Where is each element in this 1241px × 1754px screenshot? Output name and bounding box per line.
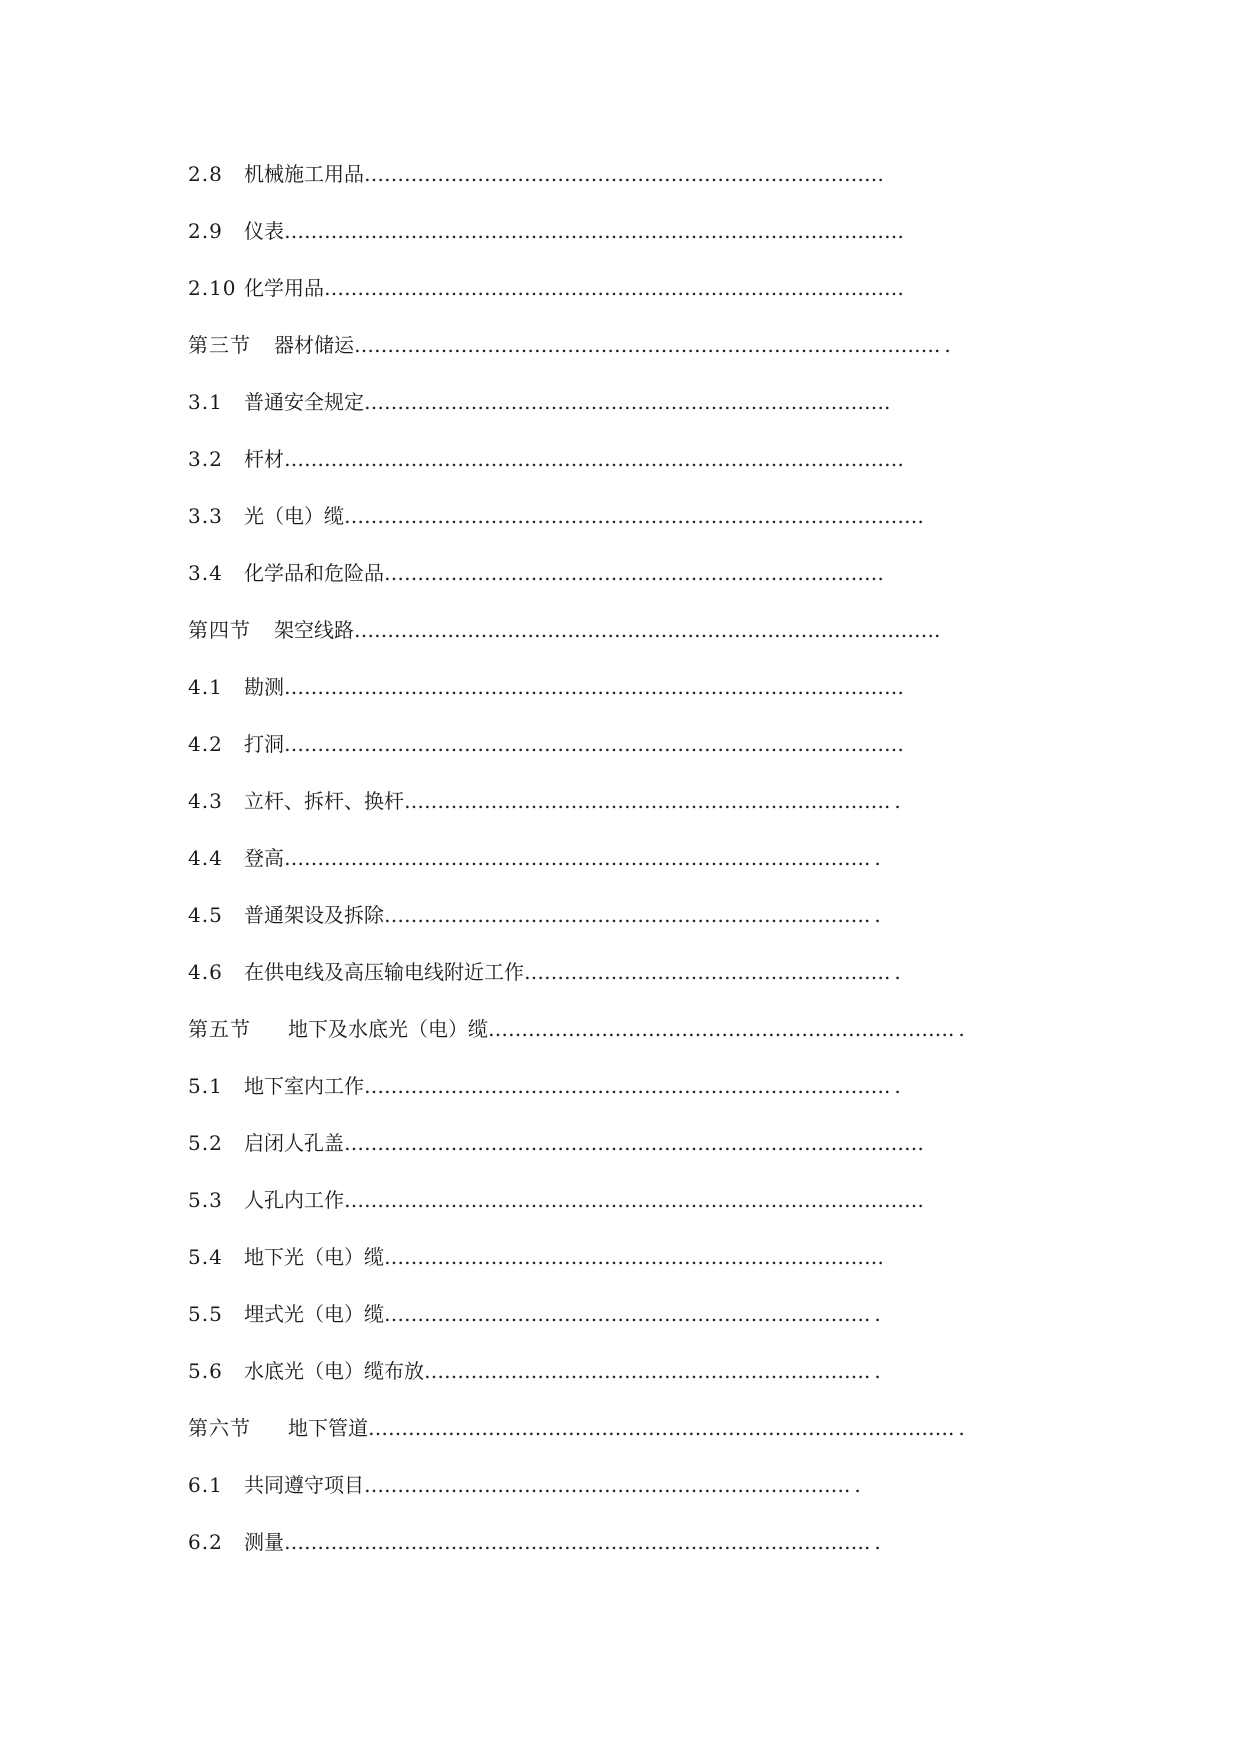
toc-number: 5.2 [188,1131,223,1155]
toc-entry-section-3 [188,329,955,361]
toc-leader-tail: . [884,390,895,414]
toc-title: 水底光（电）缆布放 [244,1359,424,1383]
toc-title: 勘测 [244,675,284,699]
toc-section-label: 第四节 [188,618,251,642]
toc-number: 3.4 [188,561,223,585]
toc-number: 3.3 [188,504,223,528]
toc-entry-4-3 [188,785,905,817]
toc-section-label: 第五节 [188,1017,251,1041]
toc-title: 埋式光（电）缆 [244,1302,384,1326]
toc-leader-dots: …………………………………………………………………………… [344,504,924,528]
toc-leader-tail: .. [934,333,955,357]
toc-number: 2.8 [188,162,223,186]
toc-number: 2.9 [188,219,223,243]
toc-number: 3.1 [188,390,223,414]
toc-title: 普通架设及拆除 [244,903,384,927]
toc-title: 人孔内工作 [244,1188,344,1212]
toc-title: 打洞 [244,732,284,756]
toc-leader-tail: .. [884,789,905,813]
toc-entry-5-3 [188,1184,924,1216]
toc-entry-3-4 [188,557,884,589]
toc-entry-3-1 [188,386,894,418]
toc-leader-dots: …………………………………………………………………………… [354,333,934,357]
toc-leader-dots: …………………………………………………………………………… [344,1188,924,1212]
toc-leader-dots: ……………………………………………… [524,960,884,984]
toc-leader-tail: . [934,618,945,642]
toc-title: 地下光（电）缆 [244,1245,384,1269]
toc-number: 5.4 [188,1245,223,1269]
toc-entry-section-5 [188,1013,969,1045]
toc-number: 6.1 [188,1473,223,1497]
toc-leader-dots: …………………………………………………………………… [364,390,884,414]
toc-title: 地下及水底光（电）缆 [288,1017,488,1041]
toc-leader-dots: ………………………………………………………………………………… [284,219,904,243]
toc-title: 启闭人孔盖 [244,1131,344,1155]
toc-leader-tail: .. [948,1416,969,1440]
toc-leader-dots: …………………………………………………………………………… [284,846,864,870]
toc-number: 6.2 [188,1530,223,1554]
toc-title: 普通安全规定 [244,390,364,414]
toc-leader-tail: .. [844,1473,865,1497]
toc-entry-5-2 [188,1127,924,1159]
toc-title: 光（电）缆 [244,504,344,528]
toc-number: 3.2 [188,447,223,471]
toc-number: 4.5 [188,903,223,927]
toc-leader-dots: …………………………………………………………………………… [324,276,904,300]
toc-leader-dots: ………………………………………………………………………………… [284,732,904,756]
toc-title: 杆材 [244,447,284,471]
toc-entry-6-2 [188,1526,885,1558]
toc-number: 5.6 [188,1359,223,1383]
toc-leader-tail: .. [884,1074,905,1098]
toc-leader-dots: ……………………………………………………………… [384,903,864,927]
toc-number: 4.2 [188,732,223,756]
toc-title: 立杆、拆杆、换杆 [244,789,404,813]
toc-entry-5-6 [188,1355,885,1387]
toc-title: 在供电线及高压输电线附近工作 [244,960,524,984]
toc-leader-dots: …………………………………………………………………………… [354,618,934,642]
toc-number: 4.1 [188,675,223,699]
toc-section-label: 第三节 [188,333,251,357]
toc-entry-section-6 [188,1412,969,1444]
toc-leader-tail: .. [864,1530,885,1554]
toc-leader-dots: …………………………………………………………………… [364,1074,884,1098]
toc-section-label: 第六节 [188,1416,251,1440]
toc-leader-dots: ………………………………………………………………………………… [284,447,904,471]
toc-entry-2-9 [188,215,904,247]
toc-leader-dots: …………………………………………………………… [488,1017,948,1041]
toc-title: 地下室内工作 [244,1074,364,1098]
toc-leader-dots: …………………………………………………………………………… [284,1530,864,1554]
toc-entry-3-3 [188,500,924,532]
toc-entry-2-8 [188,158,884,190]
toc-entry-5-1 [188,1070,905,1102]
toc-entry-5-5 [188,1298,885,1330]
toc-leader-dots: ……………………………………………………………… [384,1302,864,1326]
toc-number: 2.10 [188,276,237,300]
toc-leader-dots: …………………………………………………………………………… [344,1131,924,1155]
toc-entry-3-2 [188,443,904,475]
toc-leader-dots: ………………………………………………………………… [384,561,884,585]
toc-entry-4-5 [188,899,885,931]
toc-entry-4-6 [188,956,905,988]
toc-leader-tail: .. [884,960,905,984]
toc-number: 4.3 [188,789,223,813]
toc-entry-4-1 [188,671,904,703]
toc-entry-4-4 [188,842,885,874]
toc-leader-dots: ……………………………………………………………… [404,789,884,813]
toc-entry-4-2 [188,728,904,760]
toc-title: 机械施工用品 [244,162,364,186]
toc-entry-section-4 [188,614,944,646]
toc-leader-dots: …………………………………………………………………… [364,162,884,186]
toc-number: 5.1 [188,1074,223,1098]
toc-title: 化学品和危险品 [244,561,384,585]
toc-entry-5-4 [188,1241,884,1273]
toc-title: 化学用品 [244,276,324,300]
toc-number: 5.3 [188,1188,223,1212]
toc-title: 地下管道 [288,1416,368,1440]
toc-leader-tail: .. [864,903,885,927]
toc-leader-dots: ………………………………………………………… [424,1359,864,1383]
toc-number: 5.5 [188,1302,223,1326]
toc-title: 登高 [244,846,284,870]
toc-number: 4.4 [188,846,223,870]
toc-title: 共同遵守项目 [244,1473,364,1497]
toc-title: 仪表 [244,219,284,243]
toc-title: 测量 [244,1530,284,1554]
toc-leader-dots: ……………………………………………………………… [364,1473,844,1497]
toc-leader-dots: ………………………………………………………………… [384,1245,884,1269]
toc-leader-dots: …………………………………………………………………………… [368,1416,948,1440]
toc-leader-tail: .. [864,1302,885,1326]
toc-leader-tail: .. [864,1359,885,1383]
toc-entry-6-1 [188,1469,865,1501]
toc-entry-2-10 [188,272,904,304]
toc-leader-dots: ………………………………………………………………………………… [284,675,904,699]
toc-number: 4.6 [188,960,223,984]
toc-title: 架空线路 [274,618,354,642]
toc-leader-tail: .. [864,846,885,870]
toc-leader-tail: .. [948,1017,969,1041]
toc-title: 器材储运 [274,333,354,357]
